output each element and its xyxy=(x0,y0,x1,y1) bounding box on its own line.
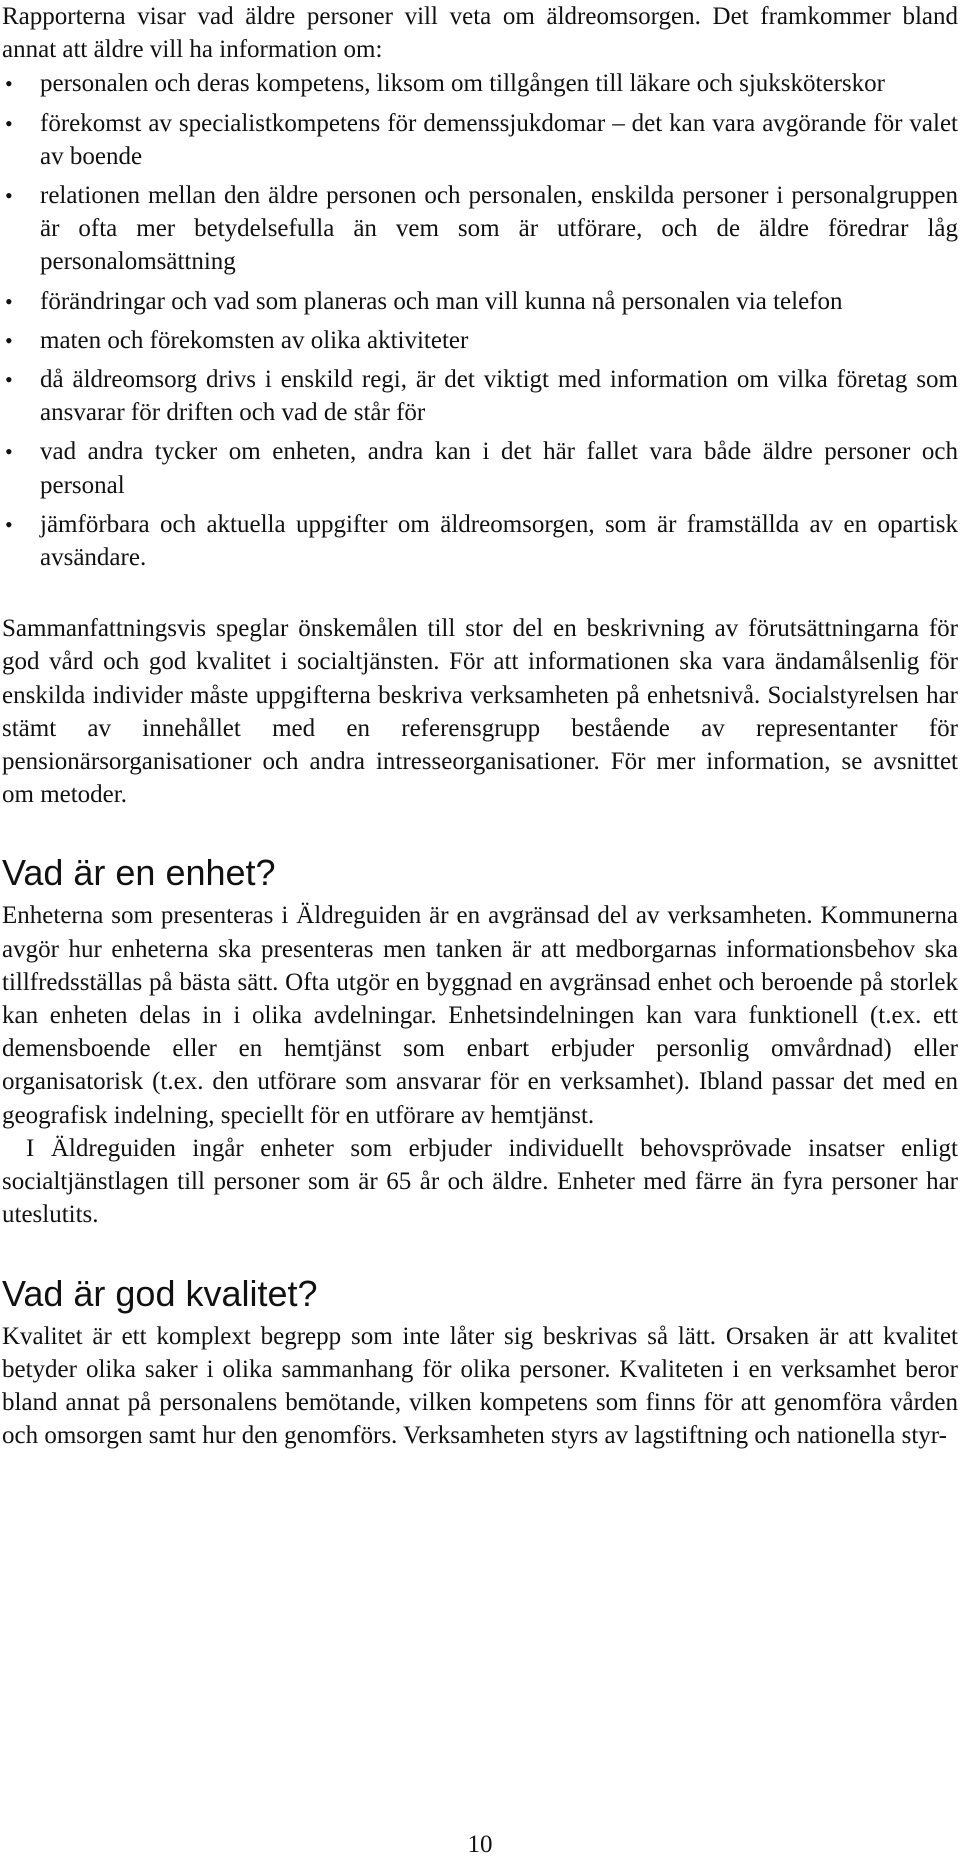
list-item xyxy=(2,107,958,173)
unit-paragraph-1: Enheterna som presenteras i Äldreguiden är en avgränsad del av verksamheten. Kommunerna avgör hur enheterna ska presenteras men tanken är att medborgarnas informationsbehov ska tillfredsställas på bästa sätt. Ofta utgör en byggnad en avgränsad enhet och beroende på storlek kan enheten delas in i olika avdelningar. Enhetsindelningen kan vara funktionell (t.ex. ett demensboende eller en hemtjänst som enbart erbjuder personlig omvårdnad) eller organisatorisk (t.ex. den utförare som ansvarar för en verksamhet). Ibland passar det med en geografisk indelning, speciellt för en utförare av hemtjänst. xyxy=(2,902,958,1129)
bullet-icon: • xyxy=(5,511,13,537)
page-number: 10 xyxy=(467,1831,493,1858)
list-item-text: relationen mellan den äldre personen och personalen, enskilda personer i personalgruppen är ofta mer betydelsefulla än vem som är utförare, och de äldre föredrar låg personalomsättning xyxy=(40,182,958,276)
bullet-icon: • xyxy=(5,183,13,209)
bullet-icon: • xyxy=(5,288,13,314)
list-item-text: maten och förekomsten av olika aktiviteter xyxy=(40,326,469,354)
bullet-icon: • xyxy=(5,71,13,97)
list-item xyxy=(2,67,958,100)
page-content xyxy=(2,0,958,1452)
summary-paragraph: Sammanfattningsvis speglar önskemålen till stor del en beskrivning av förutsättningarna för god vård och god kvalitet i socialtjänsten. För att informationen ska vara ändamålsenlig för enskilda individer måste uppgifterna beskriva verksamheten på enhetsnivå. Socialstyrelsen har stämt av innehållet med en referensgrupp bestående av representanter för pensionärsorganisationer och andra intresseorganisationer. För mer information, se avsnittet om metoder. xyxy=(2,615,958,809)
list-item-text: då äldreomsorg drivs i enskild regi, är det viktigt med information om vilka företag som ansvarar för driften och vad de står för xyxy=(40,366,958,427)
list-item-text: förekomst av specialistkompetens för demenssjukdomar – det kan vara avgörande för valet av boende xyxy=(40,109,958,170)
bullet-icon: • xyxy=(5,367,13,393)
bullet-icon: • xyxy=(5,327,13,353)
list-item xyxy=(2,324,958,357)
quality-paragraph-1: Kvalitet är ett komplext begrepp som inte låter sig beskrivas så lätt. Orsaken är att kvalitet betyder olika saker i olika sammanhang för olika personer. Kvaliteten i en verksamhet beror bland annat på personalens bemötande, vilken kompetens som finns för att genomföra vården och omsorgen samt hur den genomförs. Verksamheten styrs av lagstiftning och nationella styr- xyxy=(2,1322,958,1450)
information-wishes-list xyxy=(2,67,958,574)
intro-paragraph: Rapporterna visar vad äldre personer vill veta om äldreomsorgen. Det framkommer bland annat att äldre vill ha information om: xyxy=(2,3,958,64)
list-item xyxy=(2,285,958,318)
list-item xyxy=(2,363,958,429)
bullet-icon: • xyxy=(5,439,13,465)
list-item-text: personalen och deras kompetens, liksom om tillgången till läkare och sjuksköterskor xyxy=(40,70,885,98)
bullet-icon: • xyxy=(5,110,13,136)
section-heading-unit: Vad är en enhet? xyxy=(2,852,276,894)
list-item xyxy=(2,435,958,501)
section-heading-quality: Vad är god kvalitet? xyxy=(2,1272,318,1314)
list-item xyxy=(2,508,958,574)
list-item-text: vad andra tycker om enheten, andra kan i det här fallet vara både äldre personer och personal xyxy=(40,438,958,499)
list-item xyxy=(2,179,958,279)
list-item-text: förändringar och vad som planeras och man vill kunna nå personalen via telefon xyxy=(40,287,843,315)
unit-paragraph-2: I Äldreguiden ingår enheter som erbjuder individuellt behovsprövade insatser enligt socialtjänstlagen till personer som är 65 år och äldre. Enheter med färre än fyra personer har uteslutits. xyxy=(2,1134,958,1229)
list-item-text: jämförbara och aktuella uppgifter om äldreomsorgen, som är framställda av en opartisk avsändare. xyxy=(40,510,958,572)
